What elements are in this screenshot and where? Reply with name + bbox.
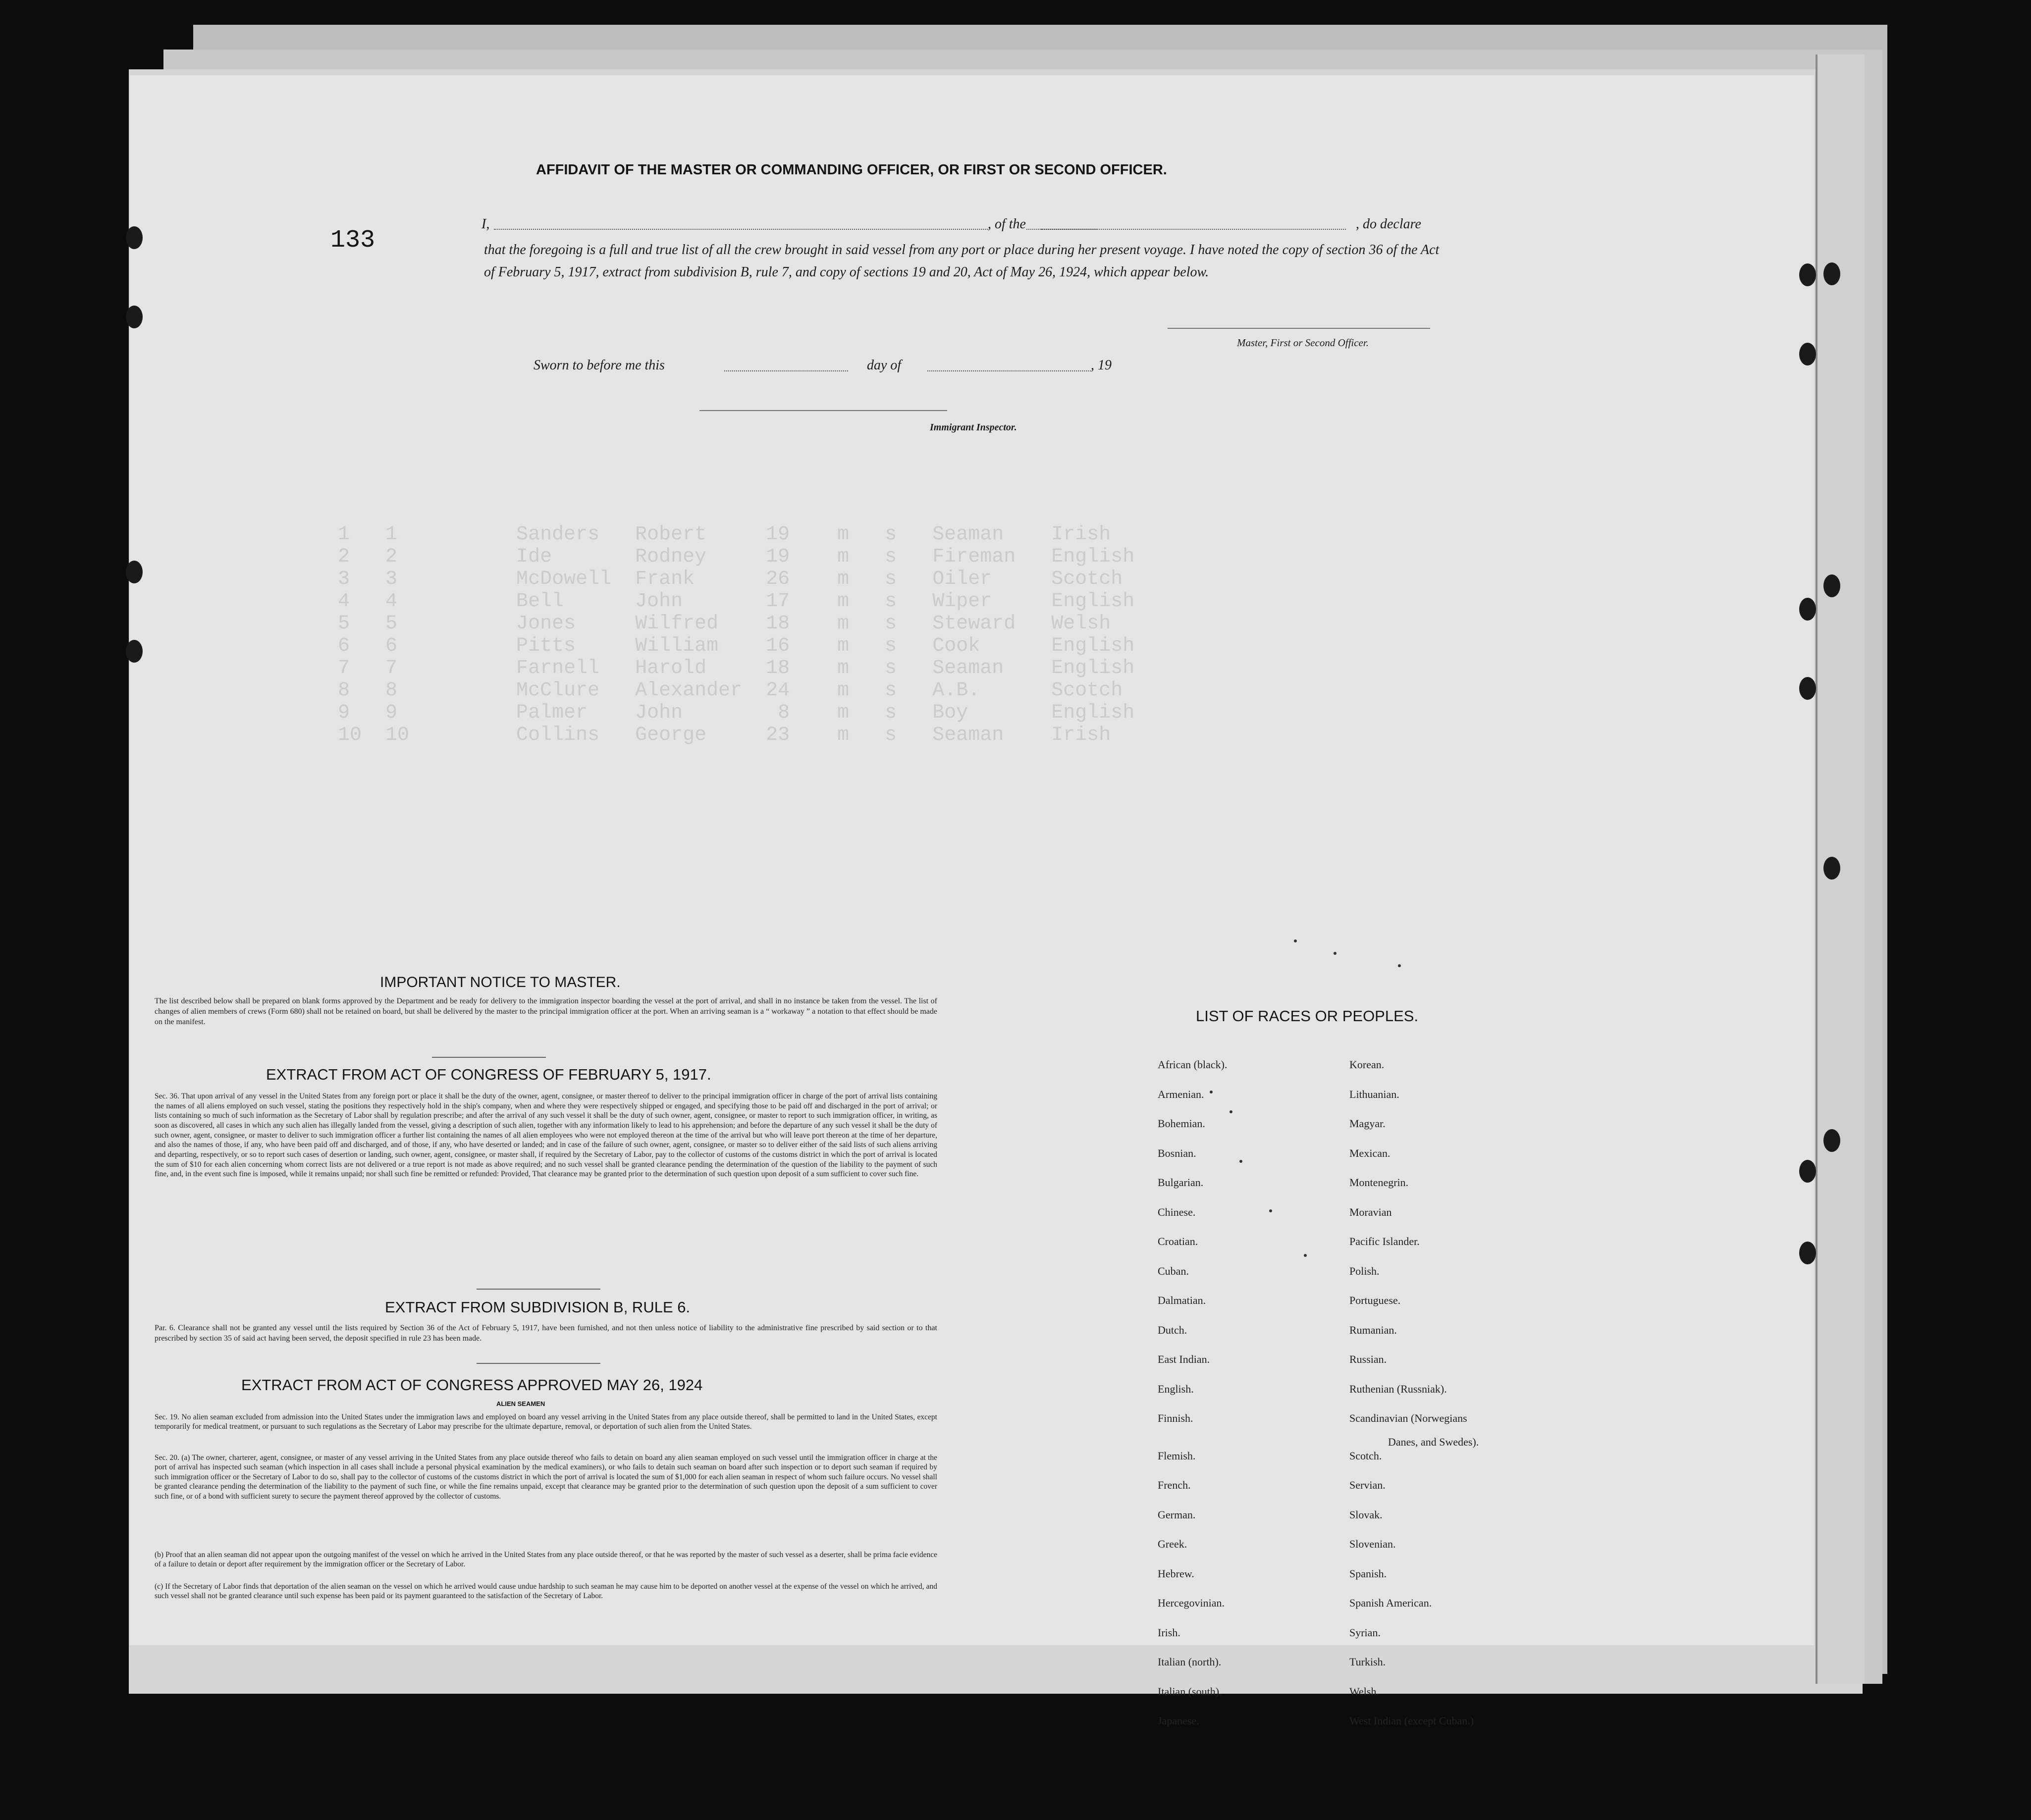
race-item: German. [1158, 1508, 1196, 1521]
binding-hole [1799, 1242, 1816, 1264]
race-item: Japanese. [1158, 1715, 1199, 1727]
race-item: Slovak. [1349, 1508, 1383, 1521]
race-item: Servian. [1349, 1479, 1386, 1491]
race-item: Dalmatian. [1158, 1294, 1206, 1306]
race-item: Italian (south). [1158, 1685, 1222, 1698]
affidavit-i: I, [481, 216, 490, 232]
race-item: Cuban. [1158, 1264, 1189, 1277]
extract-1917-text: Sec. 36. That upon arrival of any vessel in the United States from any foreign port or place it shall be the duty of the owner, agent, consignee, or master thereof to deliver to the principal immigration officer in charge of the port of arrival lists containing the names of all aliens employed on such vessel, stating the positions they respectively hold in the ship's company, when and where they were respectively shipped or engaged, and specifying those to be paid off and discharged in the port of arrival; or lists containing so much of such information as the Secretary of Labor shall by regulation prescribe; and after the arrival of any such vessel it shall be the duty of such owner, agent, consignee, or master to report to such immigration officer, in writing, as soon as discovered, all cases in which any such alien has illegally landed from the vessel, giving a description of such alien, together with any information likely to lead to his apprehension; and before the departure of any such vessel it shall be the duty of such owner, agent, consignee, or master to deliver to such immigration officer a further list containing the names of all alien employees who were not employed thereon at the time of the arrival but who will leave port thereon at the time of her departure, and also the names of those, if any, who have been paid off and discharged, and of those, if any, who have deserted or landed; and in case of the failure of such owner, agent, consignee, or master so to deliver either of the said lists of such aliens arriving and departing, respectively, or so to report such cases of desertion or landing, such owner, agent, consignee, or master shall, if required by the Secretary of Labor, pay to the collector of customs of the customs district in which the port of arrival is located the sum of $10 for each alien concerning whom correct lists are not delivered or a true report is not made as above required; and no such vessel shall be granted clearance pending the determination of the question of the liability to the payment of such fine, and, in the event such fine is imposed, while it remains unpaid; nor shall such fine be remitted or refunded: Provided, That clearance may be granted prior to the determination of such question upon deposit of a sum sufficient to cover such fine. [155, 1092, 937, 1179]
binding-hole [126, 640, 143, 663]
sworn-year: , 19 [1091, 358, 1112, 373]
mark [1269, 1209, 1272, 1212]
mark [1229, 1110, 1232, 1113]
binding-hole [1823, 262, 1840, 285]
race-item: Scandinavian (Norwegians [1349, 1412, 1467, 1424]
binding-hole [1799, 343, 1816, 365]
race-item: Bulgarian. [1158, 1176, 1204, 1189]
race-item: West Indian (except Cuban.) [1349, 1715, 1474, 1727]
binding-hole [126, 561, 143, 583]
bleed-through: 1 1 Sanders Robert 19 m s Seaman Irish 2 2 Ide Rodney 19 m s Fireman English 3 3 McDowell Frank 26 m s Oiler Scotch 4 4 Bell John 17 m s Wiper English 5 5 Jones Wilfred 18 m s Steward Welsh 6 6 Pitts William 16 m s Cook English 7 7 Farnell Harold 18 m s Seaman English 8 8 McClure Alexander 24 m s A.B. Scotch 9 9 Palmer John 8 m s Boy English 10 10 Collins George 23 m s Seaman Irish [338, 523, 1135, 746]
rule6-text: Par. 6. Clearance shall not be granted any vessel until the lists required by Section 36 of the Act of February 5, 1917, have been furnished, and not then unless notice of liability to the administrative fine prescribed by said section or to that prescribed by section 35 of said act having been served, the deposit specified in rule 23 has been made. [155, 1324, 937, 1343]
sec19-text: Sec. 19. No alien seaman excluded from admission into the United States under the immigration laws and employed on board any vessel arriving in the United States from any place outside thereof, shall be permitted to land in the United States, except temporarily for medical treatment, or pursuant to such regulations as the Secretary of Labor may prescribe for the ultimate departure, removal, or deportation of such alien from the United States. [155, 1413, 937, 1431]
mark [1334, 952, 1336, 955]
extract-1917-title: EXTRACT FROM ACT OF CONGRESS OF FEBRUARY 5, 1917. [266, 1066, 711, 1083]
affidavit-title: AFFIDAVIT OF THE MASTER OR COMMANDING OFFICER, OR FIRST OR SECOND OFFICER. [536, 162, 1167, 178]
binding-hole [126, 226, 143, 249]
race-item: Finnish. [1158, 1412, 1193, 1424]
binding-hole [1799, 1160, 1816, 1183]
race-item: African (black). [1158, 1058, 1228, 1071]
races-title: LIST OF RACES OR PEOPLES. [1196, 1007, 1419, 1025]
race-item: English. [1158, 1382, 1194, 1395]
sec20c-text: (c) If the Secretary of Labor finds that deportation of the alien seaman on the vessel on which he arrived would cause undue hardship to such seaman he may cause him to be deported on another vessel at the expense of the vessel on which he arrived, and such vessel shall not be granted clearance until such expense has been paid or its payment guaranteed to the satisfaction of the Secretary of Labor. [155, 1582, 937, 1601]
divider [477, 1363, 600, 1364]
sworn-prefix: Sworn to before me this [534, 358, 665, 373]
race-item: Dutch. [1158, 1323, 1187, 1336]
race-item: Montenegrin. [1349, 1176, 1409, 1189]
race-item: Pacific Islander. [1349, 1235, 1420, 1248]
binding-hole [1799, 598, 1816, 621]
rule6-title: EXTRACT FROM SUBDIVISION B, RULE 6. [385, 1299, 691, 1316]
race-item: Greek. [1158, 1538, 1187, 1550]
binding-hole [1823, 1129, 1840, 1152]
sworn-day-blank[interactable] [724, 370, 848, 371]
race-item: Syrian. [1349, 1626, 1381, 1639]
mark [1210, 1091, 1213, 1093]
divider [477, 1289, 600, 1290]
extract-1924-subtitle: ALIEN SEAMEN [496, 1400, 545, 1407]
inspector-signature-line[interactable] [699, 410, 947, 411]
race-item: East Indian. [1158, 1353, 1210, 1365]
binding-strip [1816, 54, 1865, 1684]
document-page [130, 75, 1814, 1727]
race-item: Russian. [1349, 1353, 1387, 1365]
race-item: French. [1158, 1479, 1191, 1491]
sec20b-text: (b) Proof that an alien seaman did not appear upon the outgoing manifest of the vessel on which he arrived in the United States from any place outside thereof, or that he was reported by the master of such vessel as a deserter, shall be prima facie evidence of a failure to detain or deport after requirement by the immigration officer or the Secretary of Labor. [155, 1551, 937, 1569]
inspector-label: Immigrant Inspector. [930, 422, 1017, 433]
race-item: Hercegovinian. [1158, 1597, 1225, 1609]
race-item: Portuguese. [1349, 1294, 1401, 1306]
race-item: Moravian [1349, 1205, 1392, 1218]
race-item: Scotch. [1349, 1449, 1382, 1462]
race-item: Turkish. [1349, 1656, 1386, 1668]
master-label: Master, First or Second Officer. [1237, 337, 1369, 349]
binding-hole [1799, 263, 1816, 286]
binding-hole [1799, 677, 1816, 700]
race-item: Croatian. [1158, 1235, 1198, 1248]
binding-hole [1823, 574, 1840, 597]
race-item: Flemish. [1158, 1449, 1196, 1462]
sworn-month-blank[interactable] [927, 370, 1091, 371]
race-item: Mexican. [1349, 1146, 1390, 1159]
race-item: Magyar. [1349, 1117, 1386, 1130]
mark [1294, 939, 1297, 942]
race-item: Polish. [1349, 1264, 1380, 1277]
notice-text: The list described below shall be prepared on blank forms approved by the Department and be ready for delivery to the immigration inspector boarding the vessel at the port of arrival, and shall in no instance be taken from the vessel. The list of changes of alien members of crews (Form 680) shall not be retained on board, but shall be delivered by the master to the principal immigration officer at the port. When an arriving seaman is a “ workaway ” a notation to that effect should be made on the manifest. [155, 997, 937, 1026]
race-item: Hebrew. [1158, 1567, 1194, 1580]
sec20a-text: Sec. 20. (a) The owner, charterer, agent, consignee, or master of any vessel arriving in the United States from any place outside thereof who fails to detain on board any alien seaman employed on such vessel until the immigration officer in charge at the port of arrival has inspected such seaman (which inspection in all cases shall include a personal physical examination by the medical examiners), or who fails to detain such seaman on board after such inspection or to deport such seaman if required by such immigration officer or the Secretary of Labor to do so, shall pay to the collector of customs of the customs district in which the port of arrival is located the sum of $1,000 for each alien seaman in respect of whom such failure occurs. No vessel shall be granted clearance pending the determination of the liability to the payment of such fine, or while the fine remains unpaid, except that clearance may be granted prior to the determination of such question upon the deposit of a sum sufficient to cover such fine, or of a bond with sufficient surety to secure the payment thereof approved by the collector of customs. [155, 1454, 937, 1501]
race-item: Bosnian. [1158, 1146, 1196, 1159]
mark [1239, 1160, 1242, 1163]
binding-hole [126, 306, 143, 328]
race-item: Chinese. [1158, 1205, 1196, 1218]
race-item: Bohemian. [1158, 1117, 1205, 1130]
page-number: 133 [330, 226, 375, 255]
race-item: Armenian. [1158, 1088, 1204, 1100]
race-item: Korean. [1349, 1058, 1385, 1071]
race-item: Rumanian. [1349, 1323, 1397, 1336]
binding-hole [1823, 857, 1840, 880]
race-item: Italian (north). [1158, 1656, 1222, 1668]
sworn-day-of: day of [867, 358, 902, 373]
affidavit-body: that the foregoing is a full and true list of all the crew brought in said vessel from any port or place during her present voyage. I have noted the copy of section 36 of the Act of February 5, 1917, extract from subdivision B, rule 7, and copy of sections 19 and 20, Act of May 26, 1924, which appear below. [484, 242, 1440, 280]
mark [1398, 964, 1401, 967]
affidavit-of-the: , of the [988, 216, 1026, 232]
master-signature-line[interactable] [1168, 328, 1430, 329]
extract-1924-title: EXTRACT FROM ACT OF CONGRESS APPROVED MAY 26, 1924 [241, 1376, 703, 1394]
notice-title: IMPORTANT NOTICE TO MASTER. [380, 974, 621, 990]
race-item-continuation: Danes, and Swedes). [1388, 1436, 1479, 1448]
vessel-blank[interactable] [1041, 229, 1346, 230]
affidavit-declare: , do declare [1356, 216, 1421, 232]
race-item: Spanish. [1349, 1567, 1387, 1580]
divider [432, 1057, 546, 1058]
race-item: Lithuanian. [1349, 1088, 1399, 1100]
race-item: Ruthenian (Russniak). [1349, 1382, 1447, 1395]
race-item: Welsh. [1349, 1685, 1379, 1698]
race-item: Slovenian. [1349, 1538, 1396, 1550]
race-item: Irish. [1158, 1626, 1180, 1639]
race-item: Spanish American. [1349, 1597, 1432, 1609]
mark [1304, 1254, 1307, 1257]
